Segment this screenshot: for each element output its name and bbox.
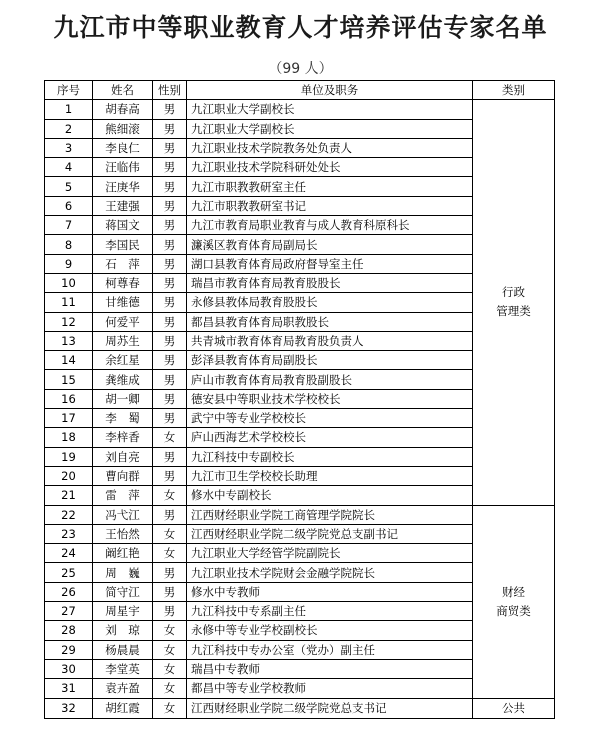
row-no: 29 <box>45 640 93 659</box>
row-gender: 男 <box>153 273 187 292</box>
row-no: 20 <box>45 466 93 485</box>
row-no: 3 <box>45 138 93 157</box>
row-gender: 男 <box>153 138 187 157</box>
row-name: 龚维成 <box>93 370 153 389</box>
row-gender: 男 <box>153 582 187 601</box>
row-unit: 九江市教育局职业教育与成人教育科原科长 <box>187 216 473 235</box>
row-no: 9 <box>45 254 93 273</box>
row-unit: 九江科技中专系副主任 <box>187 602 473 621</box>
row-name: 柯尊春 <box>93 273 153 292</box>
row-name: 王怡然 <box>93 524 153 543</box>
row-no: 21 <box>45 486 93 505</box>
row-no: 7 <box>45 216 93 235</box>
row-gender: 男 <box>153 119 187 138</box>
row-name: 蒋国文 <box>93 216 153 235</box>
row-unit: 湖口县教育体育局政府督导室主任 <box>187 254 473 273</box>
row-unit: 庐山西海艺术学校校长 <box>187 428 473 447</box>
row-gender: 男 <box>153 447 187 466</box>
row-unit: 九江职业大学经管学院副院长 <box>187 544 473 563</box>
row-no: 14 <box>45 351 93 370</box>
row-name: 何爱平 <box>93 312 153 331</box>
row-gender: 男 <box>153 254 187 273</box>
row-name: 周星宇 <box>93 602 153 621</box>
row-name: 刘 琼 <box>93 621 153 640</box>
row-unit: 九江市卫生学校校长助理 <box>187 466 473 485</box>
header-category: 类别 <box>473 81 555 100</box>
row-gender: 男 <box>153 177 187 196</box>
row-no: 8 <box>45 235 93 254</box>
row-no: 30 <box>45 659 93 678</box>
row-no: 1 <box>45 100 93 119</box>
row-name: 石 萍 <box>93 254 153 273</box>
row-name: 汪临伟 <box>93 158 153 177</box>
row-unit: 德安县中等职业技术学校校长 <box>187 389 473 408</box>
row-name: 袁卉盈 <box>93 679 153 698</box>
row-name: 李梓香 <box>93 428 153 447</box>
row-no: 16 <box>45 389 93 408</box>
category-label: 商贸类 <box>496 603 531 618</box>
row-unit: 瑞昌中专教师 <box>187 659 473 678</box>
row-unit: 九江职业技术学院财会金融学院院长 <box>187 563 473 582</box>
row-name: 余红星 <box>93 351 153 370</box>
row-name: 简守江 <box>93 582 153 601</box>
expert-table <box>44 80 555 719</box>
row-no: 2 <box>45 119 93 138</box>
row-gender: 女 <box>153 621 187 640</box>
row-unit: 都昌中等专业学校教师 <box>187 679 473 698</box>
expert-count: （99 人） <box>268 61 333 77</box>
row-unit: 九江职业技术学院科研处处长 <box>187 158 473 177</box>
row-gender: 男 <box>153 602 187 621</box>
row-gender: 男 <box>153 331 187 350</box>
row-name: 汪庚华 <box>93 177 153 196</box>
row-gender: 男 <box>153 370 187 389</box>
row-name: 周苏生 <box>93 331 153 350</box>
row-name: 曹向群 <box>93 466 153 485</box>
row-unit: 江西财经职业学院二级学院党总支书记 <box>187 698 473 718</box>
table-row <box>45 505 555 524</box>
row-unit: 武宁中等专业学校校长 <box>187 409 473 428</box>
row-gender: 男 <box>153 100 187 119</box>
row-gender: 女 <box>153 486 187 505</box>
row-no: 13 <box>45 331 93 350</box>
category-cell <box>473 100 555 505</box>
header-gender: 性别 <box>153 81 187 100</box>
row-no: 28 <box>45 621 93 640</box>
row-unit: 庐山市教育体育局教育股副股长 <box>187 370 473 389</box>
row-gender: 女 <box>153 544 187 563</box>
row-name: 李 蜀 <box>93 409 153 428</box>
row-unit: 九江职业大学副校长 <box>187 119 473 138</box>
row-unit: 修水中专教师 <box>187 582 473 601</box>
table-header-row <box>45 81 555 100</box>
row-unit: 彭泽县教育体育局副股长 <box>187 351 473 370</box>
row-gender: 女 <box>153 679 187 698</box>
row-no: 19 <box>45 447 93 466</box>
row-unit: 九江市职教教研室书记 <box>187 196 473 215</box>
row-unit: 永修县教体局教育股股长 <box>187 293 473 312</box>
row-gender: 男 <box>153 312 187 331</box>
row-no: 18 <box>45 428 93 447</box>
row-name: 李堂英 <box>93 659 153 678</box>
category-cell <box>473 698 555 718</box>
row-no: 26 <box>45 582 93 601</box>
row-gender: 男 <box>153 563 187 582</box>
row-gender: 女 <box>153 698 187 718</box>
row-name: 甘维德 <box>93 293 153 312</box>
row-name: 熊细滚 <box>93 119 153 138</box>
row-unit: 共青城市教育体育局教育股负责人 <box>187 331 473 350</box>
row-name: 胡一卿 <box>93 389 153 408</box>
page-title: 九江市中等职业教育人才培养评估专家名单 <box>53 13 548 42</box>
row-gender: 男 <box>153 409 187 428</box>
category-cell <box>473 505 555 698</box>
table-body <box>45 100 555 718</box>
row-no: 25 <box>45 563 93 582</box>
row-gender: 男 <box>153 351 187 370</box>
header-unit: 单位及职务 <box>187 81 473 100</box>
row-unit: 都昌县教育体育局职教股长 <box>187 312 473 331</box>
row-gender: 男 <box>153 216 187 235</box>
row-gender: 女 <box>153 428 187 447</box>
row-no: 6 <box>45 196 93 215</box>
row-gender: 男 <box>153 293 187 312</box>
row-gender: 男 <box>153 505 187 524</box>
row-name: 李良仁 <box>93 138 153 157</box>
row-no: 24 <box>45 544 93 563</box>
row-no: 22 <box>45 505 93 524</box>
row-gender: 男 <box>153 196 187 215</box>
row-name: 冯弋江 <box>93 505 153 524</box>
row-no: 11 <box>45 293 93 312</box>
row-name: 胡春高 <box>93 100 153 119</box>
row-gender: 男 <box>153 235 187 254</box>
table-row <box>45 100 555 119</box>
row-no: 10 <box>45 273 93 292</box>
row-name: 王建强 <box>93 196 153 215</box>
row-gender: 男 <box>153 389 187 408</box>
row-no: 23 <box>45 524 93 543</box>
row-name: 雷 萍 <box>93 486 153 505</box>
category-label: 财经 <box>502 584 525 599</box>
row-unit: 瑞昌市教育体育局教育股股长 <box>187 273 473 292</box>
row-unit: 九江职业大学副校长 <box>187 100 473 119</box>
row-no: 12 <box>45 312 93 331</box>
row-no: 15 <box>45 370 93 389</box>
category-label: 管理类 <box>496 304 531 319</box>
row-name: 李国民 <box>93 235 153 254</box>
table-row <box>45 698 555 718</box>
row-unit: 江西财经职业学院二级学院党总支副书记 <box>187 524 473 543</box>
row-name: 刘自亮 <box>93 447 153 466</box>
row-name: 周 巍 <box>93 563 153 582</box>
row-gender: 男 <box>153 466 187 485</box>
row-no: 31 <box>45 679 93 698</box>
row-unit: 九江科技中专副校长 <box>187 447 473 466</box>
row-unit: 九江科技中专办公室（党办）副主任 <box>187 640 473 659</box>
row-unit: 永修中等专业学校副校长 <box>187 621 473 640</box>
row-gender: 男 <box>153 158 187 177</box>
row-unit: 九江市职教教研室主任 <box>187 177 473 196</box>
category-label: 行政 <box>502 285 525 300</box>
row-name: 胡红霞 <box>93 698 153 718</box>
row-no: 32 <box>45 698 93 718</box>
category-label: 公共 <box>502 700 525 715</box>
row-gender: 女 <box>153 524 187 543</box>
header-name: 姓名 <box>93 81 153 100</box>
row-no: 4 <box>45 158 93 177</box>
row-name: 阚红艳 <box>93 544 153 563</box>
row-no: 27 <box>45 602 93 621</box>
row-unit: 濂溪区教育体育局副局长 <box>187 235 473 254</box>
row-unit: 九江职业技术学院教务处负责人 <box>187 138 473 157</box>
row-unit: 修水中专副校长 <box>187 486 473 505</box>
row-no: 5 <box>45 177 93 196</box>
row-gender: 女 <box>153 640 187 659</box>
row-no: 17 <box>45 409 93 428</box>
row-unit: 江西财经职业学院工商管理学院院长 <box>187 505 473 524</box>
row-name: 杨晨晨 <box>93 640 153 659</box>
header-no: 序号 <box>45 81 93 100</box>
row-gender: 女 <box>153 659 187 678</box>
